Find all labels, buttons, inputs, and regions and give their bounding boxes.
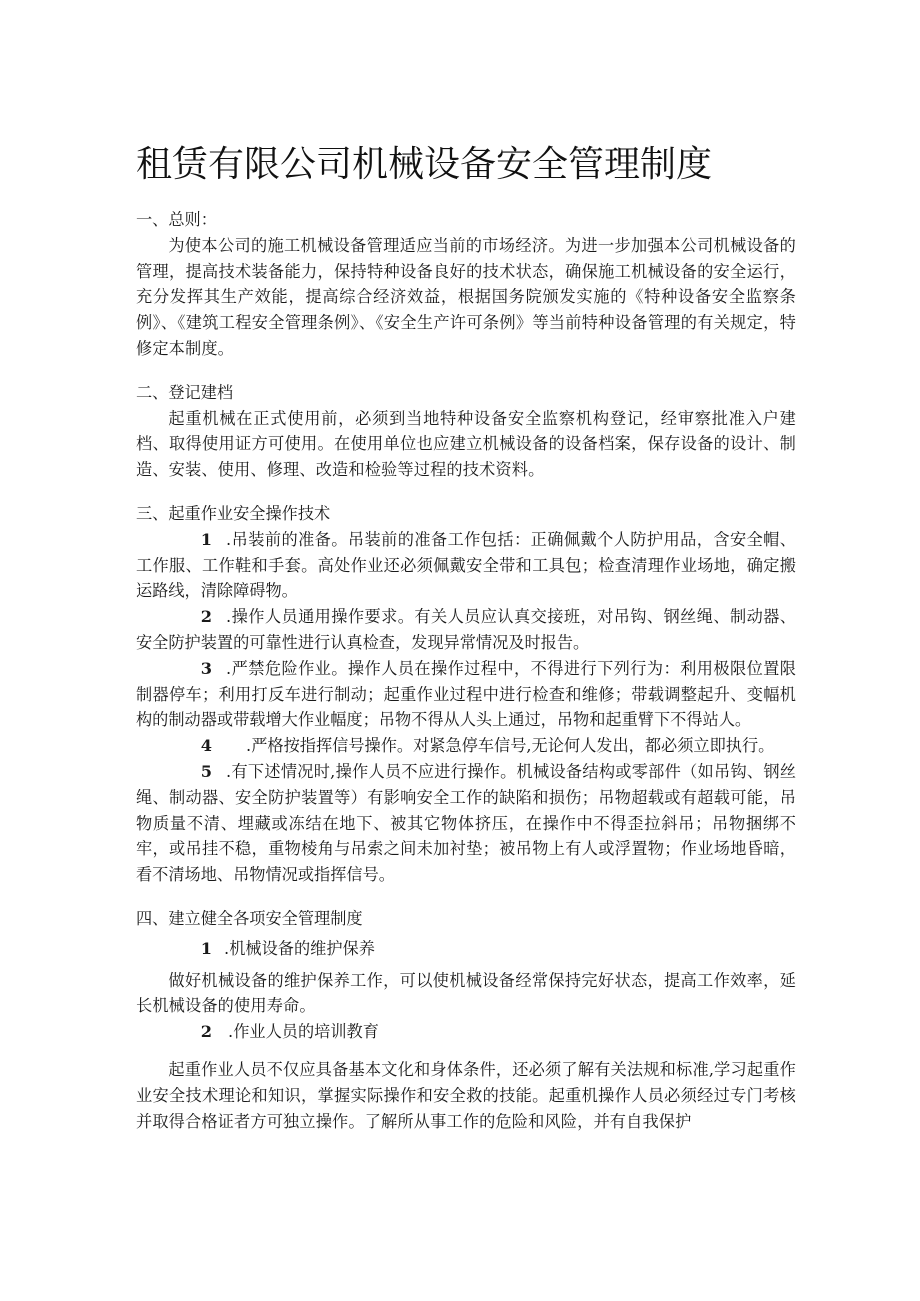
section-heading-general: 一、总则： — [136, 210, 217, 229]
item-number: 4 — [200, 736, 213, 756]
item-text: .操作人员通用操作要求。有关人员应认真交接班，对吊钩、钢丝绳、制动器、安全防护装置的可靠性进行认真检查，发现异常情况及时报告。 — [136, 607, 796, 652]
subsection-heading-maintenance — [136, 936, 796, 962]
section-heading-registration: 二、登记建档 — [136, 382, 234, 402]
list-item — [136, 733, 796, 759]
subsection-title: .作业人员的培训教育 — [228, 1022, 379, 1042]
document-body — [136, 207, 796, 1134]
list-item — [136, 604, 796, 656]
item-number: 1 — [200, 529, 213, 549]
document-title: 租赁有限公司机械设备安全管理制度 — [136, 144, 713, 185]
item-number: 3 — [200, 658, 213, 678]
paragraph-general: 为使本公司的施工机械设备管理适应当前的市场经济。为进一步加强本公司机械设备的管理，提高技术装备能力，保持特种设备良好的技术状态，确保施工机械设备的安全运行，充分发挥其生产效能，提高综合经济效益，根据国务院颁发实施的《特种设备安全监察条例》、《建筑工程安全管理条例》、《安全生产许可条例》等当前特种设备管理的有关规定，特修定本制度。 — [136, 235, 796, 358]
section-heading-operation-tech: 三、起重作业安全操作技术 — [136, 503, 331, 523]
item-text: .有下述情况时,操作人员不应进行操作。机械设备结构或零部件（如吊钩、钢丝绳、制动器、安全防护装置等）有影响安全工作的缺陷和损伤；吊物超载或有超载可能，吊物质量不清、埋藏或冻结在地下、被其它物体挤压，在操作中不得歪拉斜吊；吊物捆绑不牢，或吊挂不稳，重物棱角与吊索之间未加衬垫；被吊物上有人或浮置物；作业场地昏暗，看不清场地、吊物情况或指挥信号。 — [136, 761, 796, 885]
item-text: .严禁危险作业。操作人员在操作过程中，不得进行下列行为：利用极限位置限制器停车；利用打反车进行制动；起重作业过程中进行检查和维修；带载调整起升、变幅机构的制动器或带载增大作业幅度；吊物不得从人头上通过，吊物和起重臂下不得站人。 — [136, 658, 796, 730]
list-item — [136, 527, 796, 604]
list-item — [136, 759, 796, 888]
item-text: .严格按指挥信号操作。对紧急停车信号,无论何人发出，都必须立即执行。 — [246, 736, 775, 756]
item-number: 1 — [200, 938, 213, 958]
section-heading-management-system: 四、建立健全各项安全管理制度 — [136, 908, 363, 928]
list-item — [136, 656, 796, 733]
paragraph-training: 起重作业人员不仅应具备基本文化和身体条件，还必须了解有关法规和标准,学习起重作业安全技术理论和知识，掌握实际操作和安全救的技能。起重机操作人员必须经过专门考核并取得合格证者方可独立操作。了解所从事工作的危险和风险，并有自我保护 — [136, 1059, 796, 1131]
item-number: 2 — [200, 607, 213, 627]
item-number: 2 — [200, 1022, 213, 1042]
subsection-title: .机械设备的维护保养 — [224, 938, 375, 958]
subsection-heading-training — [136, 1019, 796, 1045]
item-number: 5 — [200, 761, 213, 781]
paragraph-maintenance: 做好机械设备的维护保养工作，可以使机械设备经常保持完好状态，提高工作效率，延长机械设备的使用寿命。 — [136, 970, 796, 1016]
paragraph-registration: 起重机械在正式使用前，必须到当地特种设备安全监察机构登记，经审察批准入户建档、取得使用证方可使用。在使用单位也应建立机械设备的设备档案，保存设备的设计、制造、安装、使用、修理、改造和检验等过程的技术资料。 — [136, 408, 796, 480]
item-text: .吊装前的准备。吊装前的准备工作包括：正确佩戴个人防护用品，含安全帽、工作服、工作鞋和手套。高处作业还必须佩戴安全带和工具包；检查清理作业场地，确定搬运路线，清除障碍物。 — [136, 529, 796, 601]
